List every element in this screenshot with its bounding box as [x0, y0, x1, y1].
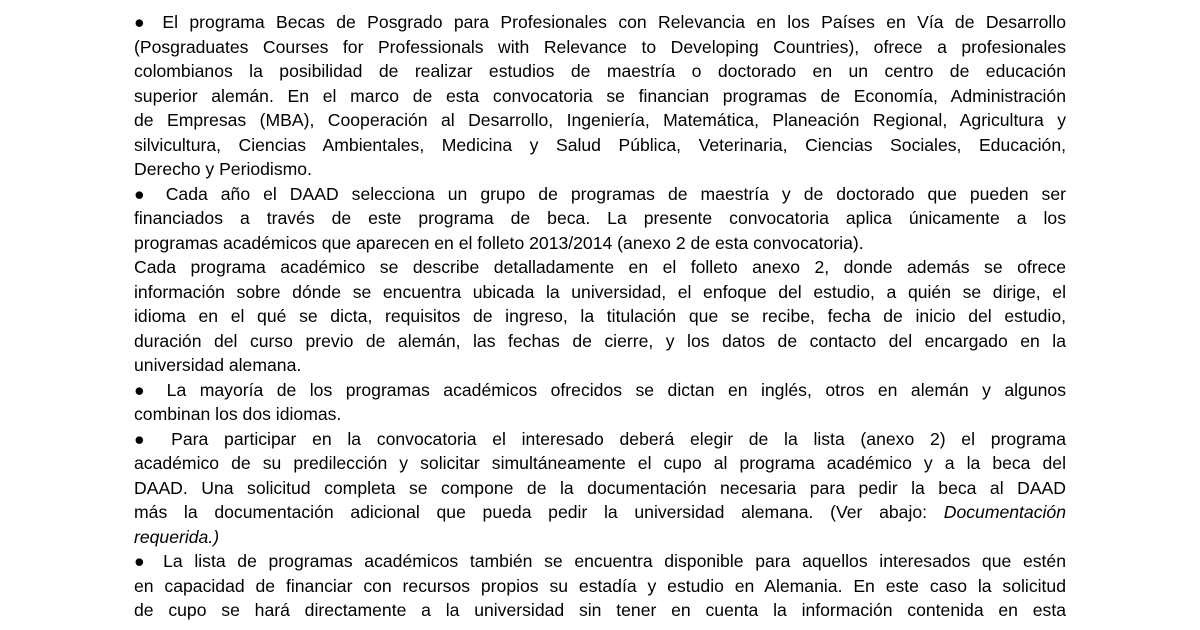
- paragraph-idiomas: [134, 378, 1066, 427]
- paragraph-becas-posgrado: [134, 10, 1066, 182]
- text-line: de Empresas (MBA), Cooperación al Desarrollo, Ingeniería, Matemática, Planeación Regional, Agricultura y: [134, 110, 1066, 130]
- text-line: ● El programa Becas de Posgrado para Profesionales con Relevancia en los Países en Vía de Desarrollo: [134, 12, 1066, 32]
- text-line: Cada programa académico se describe detalladamente en el folleto anexo 2, donde además se ofrece: [134, 257, 1066, 277]
- text-line: ● La mayoría de los programas académicos ofrecidos se dictan en inglés, otros en alemán y algunos: [134, 379, 1066, 400]
- text-line: idioma en el qué se dicta, requisitos de ingreso, la titulación que se recibe, fecha de inicio del estudio,: [134, 306, 1066, 326]
- text-line: duración del curso previo de alemán, las fechas de cierre, y los datos de contacto del encargado en la: [134, 330, 1066, 351]
- text-line: ● Cada año el DAAD selecciona un grupo de programas de maestría y de doctorado que pueden ser: [134, 183, 1066, 204]
- italic-reference: Documentación: [943, 502, 1066, 522]
- text-line: universidad alemana.: [134, 355, 302, 375]
- paragraph-seleccion-daad: [134, 182, 1066, 256]
- text-line: financiados a través de este programa de beca. La presente convocatoria aplica únicamente a los: [134, 208, 1066, 228]
- text-line: superior alemán. En el marco de esta convocatoria se financian programas de Economía, Administración: [134, 85, 1066, 106]
- paragraph-descripcion-programa: [134, 255, 1066, 378]
- text-line: [134, 500, 1066, 525]
- text-line: programas académicos que aparecen en el folleto 2013/2014 (anexo 2 de esta convocatoria).: [134, 232, 864, 253]
- paragraph-lista-programas: [134, 549, 1066, 623]
- text-line: combinan los dos idiomas.: [134, 404, 342, 424]
- text-line: académico de su predilección y solicitar simultáneamente el cupo al programa académico y a la beca del: [134, 453, 1066, 473]
- text-line: (Posgraduates Courses for Professionals with Relevance to Developing Countries), ofrece a profesionales: [134, 36, 1066, 57]
- text-line: en capacidad de financiar con recursos propios su estadía y estudio en Alemania. En este caso la solicitud: [134, 575, 1066, 596]
- italic-reference: requerida.): [134, 526, 220, 547]
- text-line: colombianos la posibilidad de realizar estudios de maestría o doctorado en un centro de educación: [134, 61, 1066, 81]
- text-segment: más la documentación adicional que pueda pedir la universidad alemana. (Ver abajo:: [134, 502, 944, 522]
- text-line: de cupo se hará directamente a la universidad sin tener en cuenta la información contenida en esta: [134, 600, 1066, 620]
- paragraph-participacion: [134, 427, 1066, 550]
- text-line: silvicultura, Ciencias Ambientales, Medicina y Salud Pública, Veterinaria, Ciencias Sociales, Educación,: [134, 134, 1066, 155]
- text-line: información sobre dónde se encuentra ubicada la universidad, el enfoque del estudio, a quién se dirige, el: [134, 281, 1066, 302]
- text-line: ● La lista de programas académicos también se encuentra disponible para aquellos interesados que estén: [134, 551, 1066, 571]
- text-line: [134, 525, 1066, 550]
- text-line: DAAD. Una solicitud completa se compone de la documentación necesaria para pedir la beca al DAAD: [134, 477, 1066, 498]
- text-line: ● Para participar en la convocatoria el interesado deberá elegir de la lista (anexo 2) el programa: [134, 428, 1066, 449]
- text-line: Derecho y Periodismo.: [134, 159, 312, 179]
